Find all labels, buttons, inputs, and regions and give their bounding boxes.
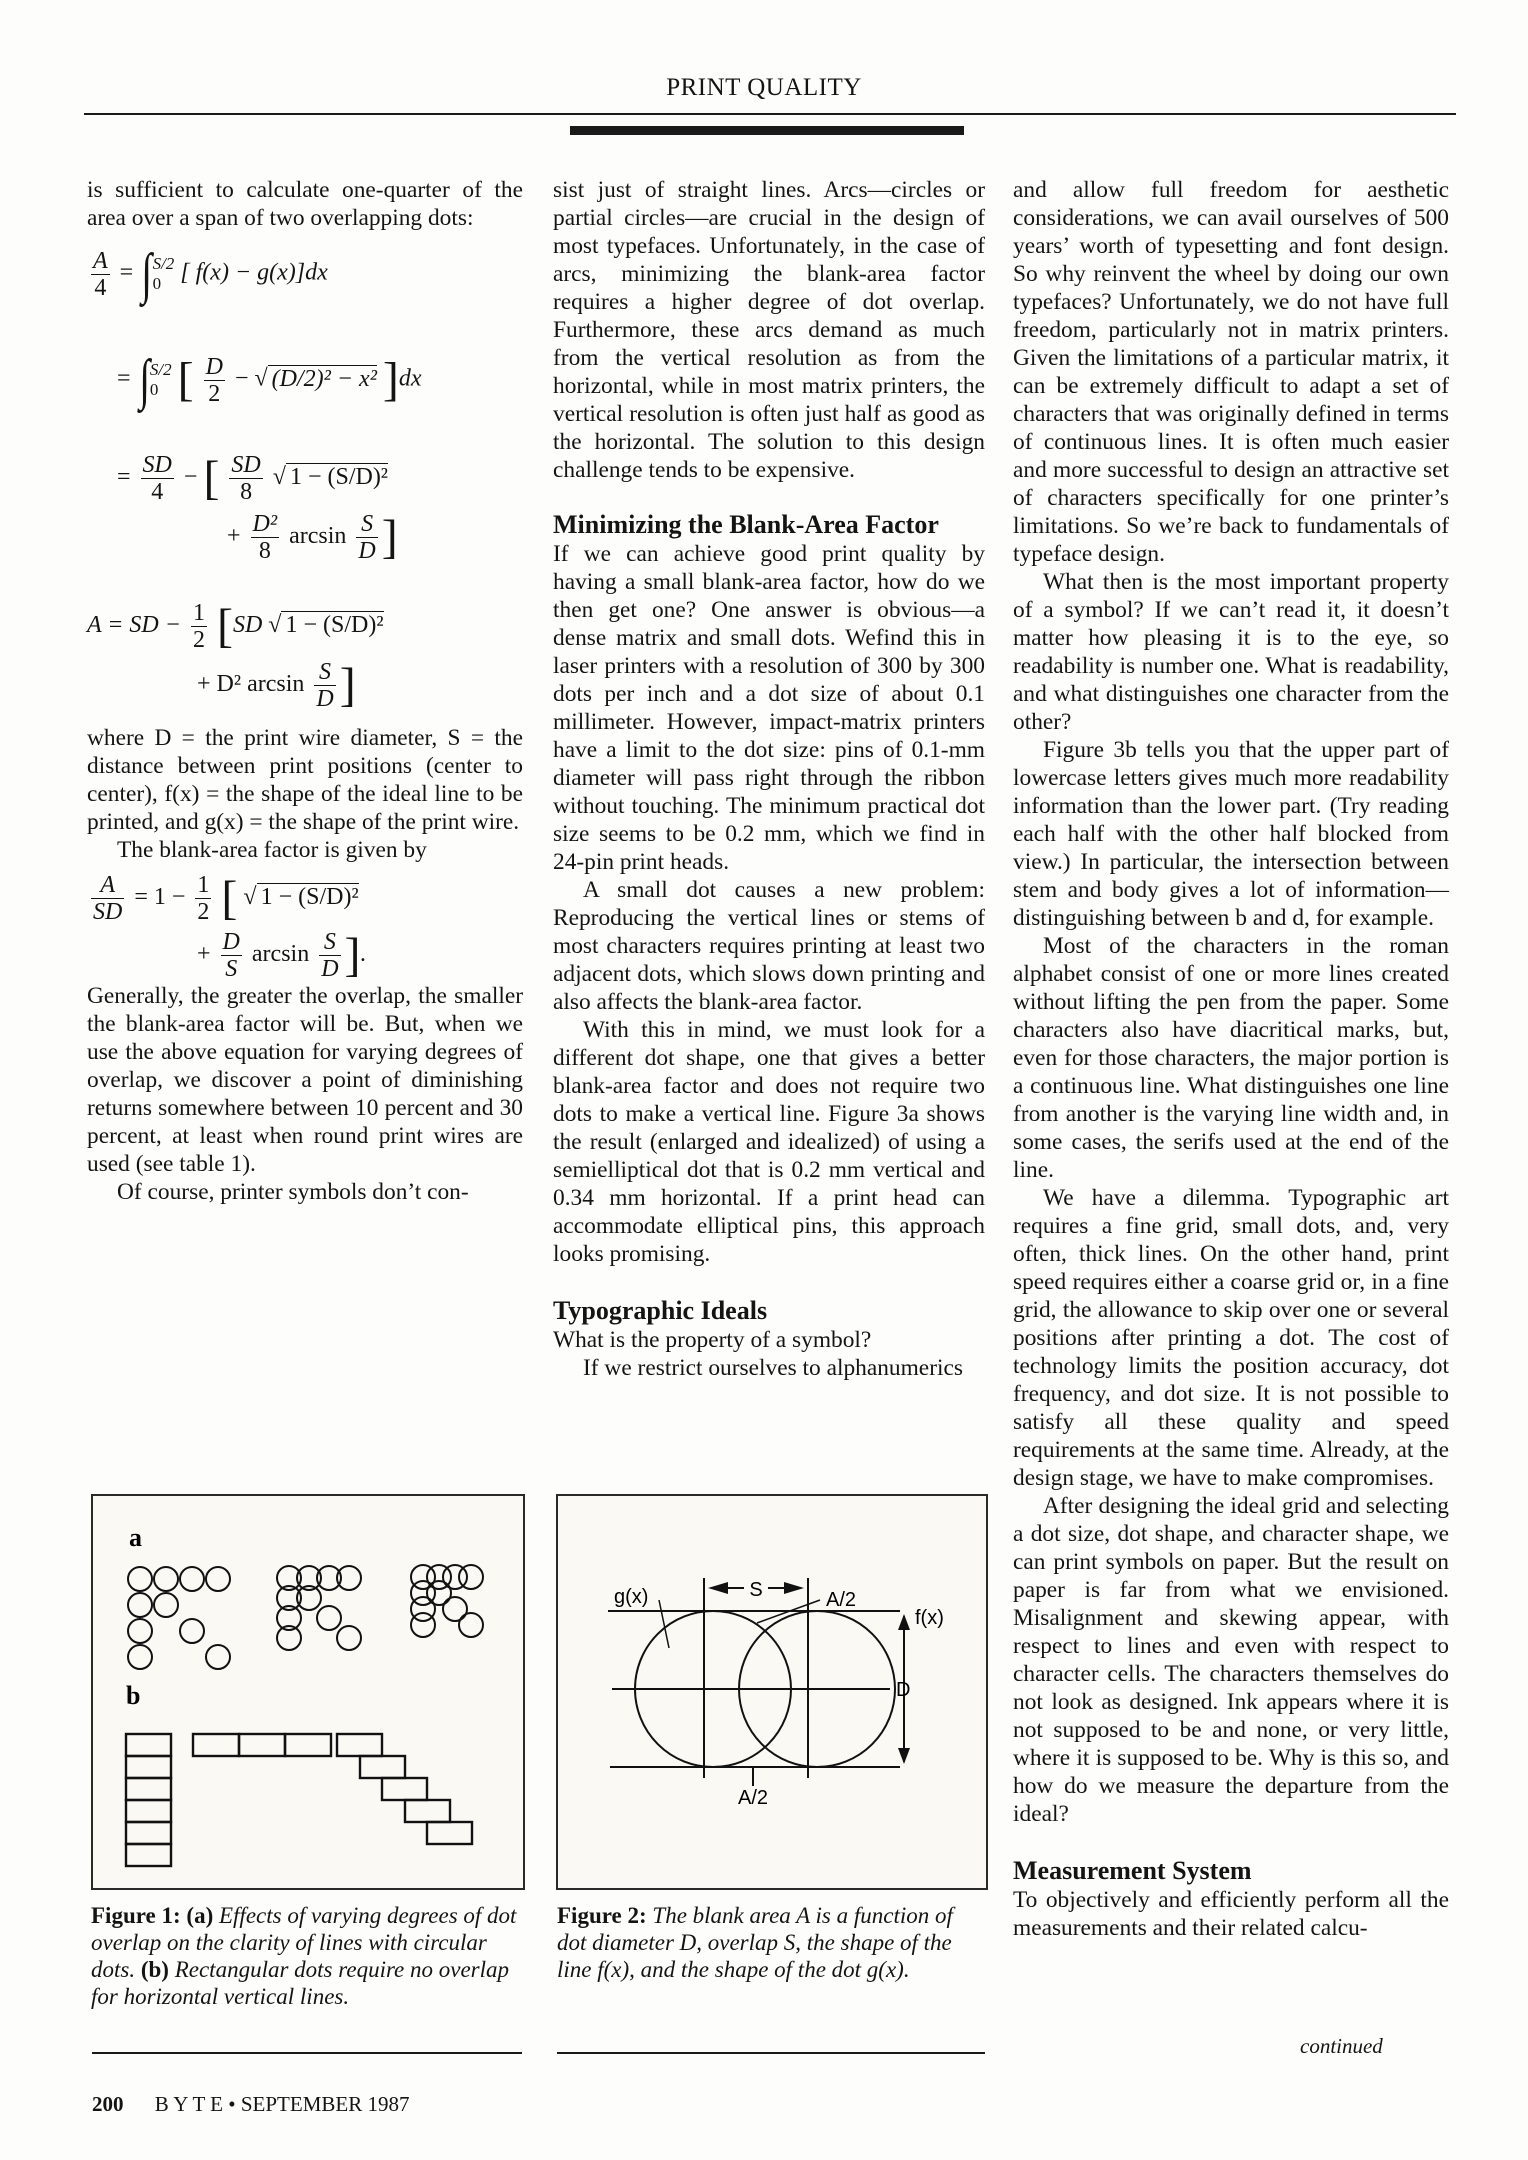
eq4-s-num: S [314, 659, 335, 686]
sqrt-icon: √ [272, 464, 286, 491]
figure-1-caption-a-tag: (a) [186, 1903, 214, 1928]
circular-dots-medium-overlap [277, 1566, 361, 1650]
right-bracket-icon: ] [382, 353, 399, 406]
eq5-half-den: 2 [197, 899, 210, 925]
circular-dots-high-overlap [411, 1565, 483, 1637]
column-3 [1013, 176, 1449, 1942]
eq5-s-den: D [321, 956, 339, 982]
eq3-t3-num: D² [252, 511, 278, 537]
header-bar [570, 126, 964, 135]
eq4-half-num: 1 [192, 600, 205, 626]
column-1 [87, 176, 523, 1206]
eq3-t2-den: 8 [240, 479, 253, 505]
eq2-sqrt-body: (D/2)² − x² [268, 365, 377, 392]
eq5-ds-num: D [222, 929, 240, 955]
figure-2-caption-label: Figure 2: [557, 1903, 647, 1928]
footer-rule-middle [557, 2052, 985, 2054]
eq3-equals: = [117, 464, 131, 491]
eq1-lower-limit: 0 [152, 274, 162, 293]
eq5-sqrt-body: 1 − (S/D)² [257, 883, 359, 910]
equation-1 [87, 243, 523, 305]
figure-3b-paragraph: Figure 3b tells you that the upper part of lowercase letters gives much more readability information than the lower part. (Try reading each half with the other half blocked from view.) In particular, the intersection between stem and body gives a lot of information—distinguishing between b and d, for example. [1013, 737, 1449, 931]
figure-2-caption [557, 1902, 987, 1983]
eq2-upper-limit: S/2 [149, 360, 172, 379]
dot-shape-paragraph: With this in mind, we must look for a different dot shape, one that gives a better blank-area factor and does not require two dots to make a vertical line. Figure 3a shows the result (enlarged and idealized) of using a semielliptical dot that is 0.2 mm vertical and 0.34 mm horizontal. If a print head can accommodate elliptical pins, this approach looks promising. [553, 1017, 985, 1267]
blank-area-intro: The blank-area factor is given by [117, 837, 427, 863]
figure-2-diagram [558, 1496, 986, 1888]
integral-sign-icon: ∫ [141, 243, 153, 305]
right-bracket-icon: ] [339, 658, 356, 712]
running-head: PRINT QUALITY [666, 74, 862, 101]
page-number: 200 [92, 2092, 124, 2116]
eq4-arcsin: arcsin [247, 671, 305, 698]
figure-1 [91, 1494, 525, 1890]
arcs-paragraph: sist just of straight lines. Arcs—circles or partial circles—are crucial in the design of most typefaces. Unfortunately, in the case of arcs, minimizing the blank-area factor requires a higher degree of dot overlap. Furthermore, these arcs demand as much from the vertical resolution as from the horizontal, while in most matrix printers, the vertical resolution is often just half as good as the horizontal. The solution to this design challenge tends to be expensive. [553, 177, 985, 483]
eq2-dx: dx [398, 365, 422, 392]
label-s: S [749, 1579, 763, 1601]
eq2-frac-den: 2 [208, 380, 221, 407]
equation-2: = ∫ S/2 0 [ $\frac{D}{2}$ − √ (D/2)² − x² ]dx [117, 349, 422, 411]
eq4-sqrt-body: 1 − (S/D)² [281, 611, 383, 638]
right-bracket-icon: ] [344, 928, 361, 982]
integral-sign-icon: ∫ [138, 349, 150, 411]
eq2-equals: = [117, 365, 131, 392]
section-heading-measurement: Measurement System [1013, 1856, 1252, 1885]
section-heading-minimizing: Minimizing the Blank-Area Factor [553, 510, 939, 539]
eq2-lower-limit: 0 [149, 380, 159, 399]
eq1-upper-limit: S/2 [152, 254, 175, 273]
eq3-t1-den: 4 [151, 479, 164, 505]
figure-1-caption-a: Effects of varying degrees of dot overlap on the clarity of lines with circular dots. [91, 1903, 517, 1982]
figure-1-diagram [93, 1496, 523, 1888]
eq5-lhs-den: SD [93, 899, 123, 925]
equation-5: $\frac{A}{SD}$ = 1 − $\frac{1}{2}$ [ √ 1 − (S/D)² + $\frac{D}{S}$ arcsin $\frac{S}{D}$ ]. [93, 871, 367, 982]
eq4-s-den: D [316, 686, 334, 712]
label-f-x: f(x) [915, 1607, 944, 1629]
eq3-t3-den: 8 [258, 538, 271, 564]
eq1-equals: = [119, 259, 134, 286]
eq5-s-num: S [319, 929, 340, 956]
label-d: D [896, 1679, 911, 1701]
eq4-d2: + D² [197, 671, 242, 698]
eq3-s-num: S [356, 511, 377, 538]
where-paragraph: where D = the print wire diameter, S = the distance between print positions (center to center), f(x) = the shape of the ideal line to be printed, and g(x) = the shape of the print wire. [87, 725, 523, 835]
dilemma-paragraph: We have a dilemma. Typographic art requires a fine grid, small dots, and, very often, thick lines. On the other hand, print speed requires either a coarse grid or, in a fine grid, the allowance to skip over one or several positions after printing a dot. The cost of technology limits the position accuracy, dot frequency, and dot size. It is not possible to satisfy all these quality and speed requirements at the same time. Already, at the design stage, we have to make compromises. [1013, 1185, 1449, 1491]
figure-1-label-b: b [126, 1681, 141, 1710]
figure-1-caption-b: Rectangular dots require no overlap for horizontal vertical lines. [91, 1957, 510, 2009]
generally-paragraph: Generally, the greater the overlap, the smaller the blank-area factor will be. But, when we use the above equation for varying degrees of overlap, we discover a point of diminishing returns somewhere between 10 percent and 30 percent, at least when round print wires are used (see table 1). [87, 983, 523, 1177]
eq4-half-den: 2 [192, 627, 205, 653]
rectangular-dots-horizontal [193, 1734, 331, 1756]
measurement-paragraph: To objectively and efficiently perform all the measurements and their related calcu- [1013, 1887, 1449, 1941]
eq1-integrand: [ f(x) − g(x)]dx [180, 259, 328, 286]
rectangular-dots-vertical [126, 1734, 171, 1866]
figure-2 [556, 1494, 988, 1890]
eq3-s-den: D [358, 538, 376, 564]
label-a-top: A/2 [826, 1589, 857, 1611]
property-question: What is the property of a symbol? [553, 1327, 872, 1353]
eq5-lhs-num: A [91, 872, 124, 899]
publication-info: B Y T E • SEPTEMBER 1987 [154, 2092, 410, 2116]
circular-dots-no-overlap [128, 1567, 230, 1669]
equation-3: = $\frac{SD}{4}$ − [ $\frac{SD}{8}$ √ 1 − (S/D)² + $\frac{\text{D²}}{8}$ arcsin $\frac{S}{D}$ ] [117, 451, 398, 564]
footer-rule-left [92, 2052, 522, 2054]
eq3-arcsin: arcsin [289, 523, 347, 550]
figure-1-caption-b-tag: (b) [140, 1957, 169, 1982]
after-designing-paragraph: After designing the ideal grid and selecting a dot size, dot shape, and character shape, we can print symbols on paper. But the result on paper is far from what we envisioned. Misalignment and skewing appear, with respect to lines and even with respect to character cells. The characters themselves do not look as designed. Ink appears where it is not supposed to be and none, or very little, where it is supposed to be. Why is this so, and how do we measure the departure from the ideal? [1013, 1493, 1449, 1827]
eq5-rhs: = 1 − [134, 884, 186, 911]
column-2 [553, 176, 985, 1382]
eq2-frac-num: D [205, 353, 223, 380]
continued-label: continued [1300, 2034, 1383, 2058]
left-bracket-icon: [ [221, 871, 238, 925]
roman-alphabet-paragraph: Most of the characters in the roman alphabet consist of one or more lines created without lifting the pen from the paper. Some characters also have diacritical marks, but, even for those characters, the major portion is a continuous line. What distinguishes one line from another is the varying line width and, in some cases, the serifs used at the end of the line. [1013, 933, 1449, 1183]
left-bracket-icon: [ [203, 451, 220, 505]
left-bracket-icon: [ [216, 599, 233, 653]
alphanumerics-paragraph: If we restrict ourselves to alphanumerics [583, 1355, 963, 1381]
label-a-bottom: A/2 [738, 1787, 769, 1809]
dense-matrix-paragraph: If we can achieve good print quality by having a small blank-area factor, how do we then get one? One answer is obvious—a dense matrix and small dots. Wefind this in laser printers with a resolution of 300 by 300 dots per inch and a dot size of about 0.1 millimeter. However, impact-matrix printers have a limit to the dot size: pins of 0.1-mm diameter will pass right through the ribbon without touching. The minimum practical dot size seems to be 0.2 mm, which we find in 24-pin print heads. [553, 541, 985, 875]
header-rule [84, 113, 1456, 115]
eq1-lhs-den: 4 [94, 274, 107, 301]
figure-1-caption-label: Figure 1: [91, 1903, 181, 1928]
eq3-sqrt-body: 1 − (S/D)² [286, 463, 388, 490]
readability-paragraph: What then is the most important property of a symbol? If we can’t read it, it doesn’t matter how pleasing it is to the eye, so readability is number one. What is readability, and what distinguishes one character from the other? [1013, 569, 1449, 735]
small-dot-paragraph: A small dot causes a new problem: Reproducing the vertical lines or stems of most characters requires printing at least two adjacent dots, which slows down printing and also affects the blank-area factor. [553, 877, 985, 1015]
left-bracket-icon: [ [177, 353, 194, 406]
freedom-paragraph: and allow full freedom for aesthetic considerations, we can avail ourselves of 500 years’ worth of typesetting and font design. So why reinvent the wheel by doing our own typefaces? Unfortunately, we do not have full freedom, particularly not in matrix printers. Given the limitations of a particular matrix, it can be extremely difficult to adapt a set of characters that was originally defined in terms of continuous lines. It is often much easier and more successful to design an attractive set of characters specifically for one printer’s limitations. So we’re back to fundamentals of typeface design. [1013, 177, 1449, 567]
eq5-half-num: 1 [197, 872, 210, 898]
figure-2-caption-text: The blank area A is a function of dot diameter D, overlap S, the shape of the line f(x), and the shape of the dot g(x). [557, 1903, 953, 1982]
eq5-arcsin: arcsin [251, 941, 310, 968]
eq1-lhs-num: A [93, 247, 108, 274]
eq4-sd: SD [232, 612, 263, 639]
figure-1-caption [91, 1902, 531, 2010]
eq3-t2-num: SD [231, 452, 261, 478]
eq4-lhs: A = SD − [87, 612, 181, 639]
eq5-ds-den: S [225, 956, 238, 982]
intro-paragraph: is sufficient to calculate one-quarter of the area over a span of two overlapping dots: [87, 177, 523, 231]
equation-4 [87, 600, 523, 712]
sqrt-icon: √ [268, 612, 282, 639]
page-footer [92, 2092, 409, 2117]
of-course-paragraph: Of course, printer symbols don’t con- [117, 1179, 469, 1205]
rectangular-dots-diagonal [337, 1734, 472, 1844]
eq3-t1-num: SD [142, 452, 172, 478]
figure-1-label-a: a [129, 1523, 142, 1552]
right-bracket-icon: ] [381, 510, 398, 564]
sqrt-icon: √ [243, 884, 257, 911]
sqrt-icon: √ [254, 365, 268, 392]
section-heading-typographic: Typographic Ideals [553, 1296, 768, 1325]
label-g-x: g(x) [614, 1586, 649, 1608]
